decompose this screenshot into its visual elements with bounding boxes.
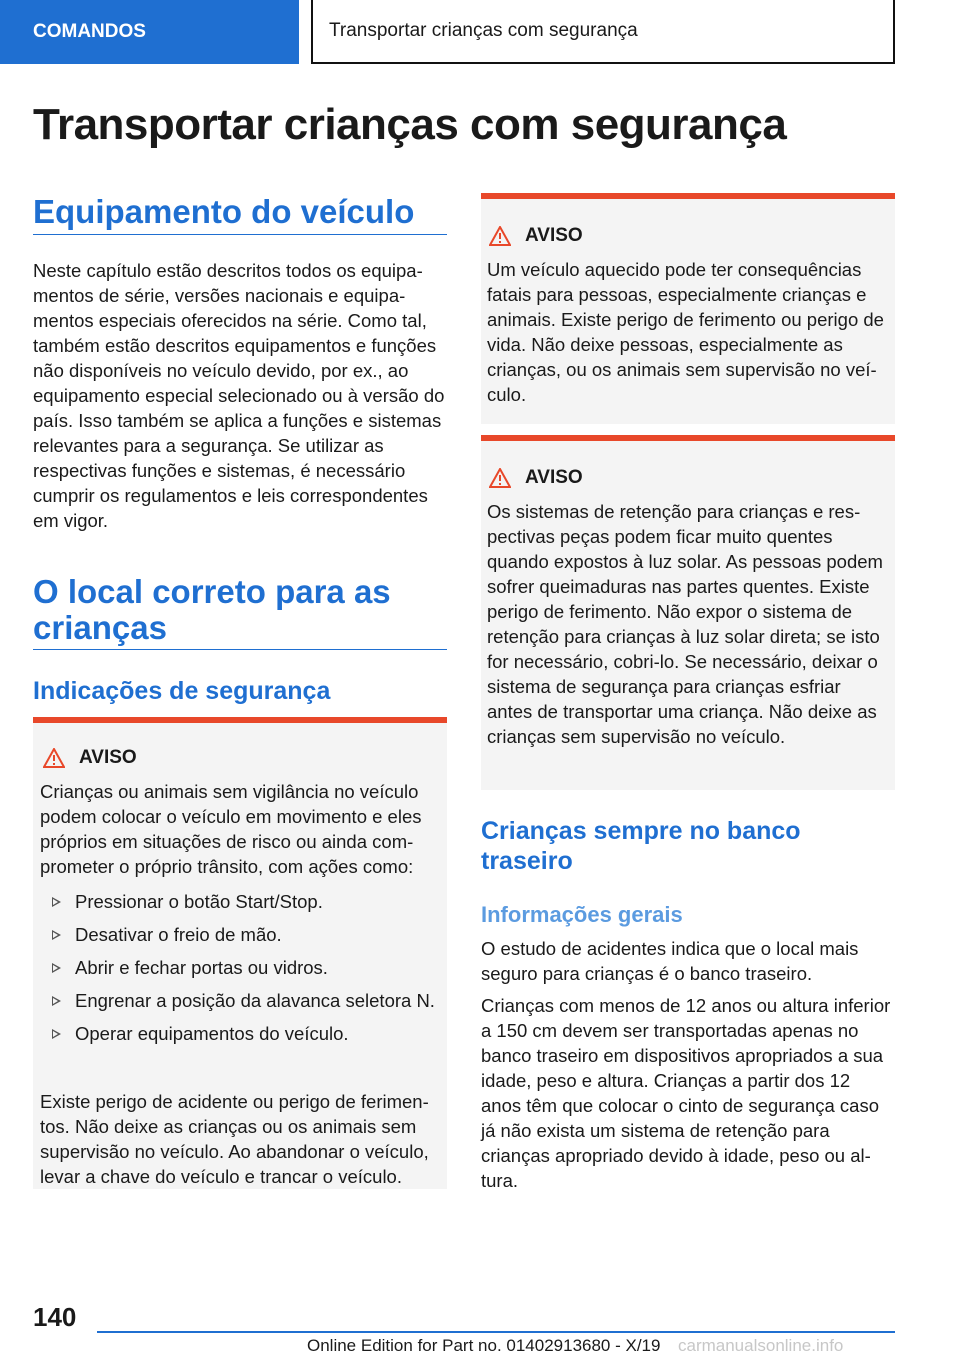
banco-paragraph-1: O estudo de acidentes indica que o local mais seguro para crianças é o banco traseiro. [481,938,859,984]
warning-box-1 [33,717,447,1189]
warning-intro: Crianças ou animais sem vigilância no veículo podem colocar o veículo em movimento e eles próprios em situações de risco ou ainda comprometer o próprio trânsito, com ações como: [40,781,422,877]
header-section-label: COMANDOS [33,21,146,42]
warning-bullet-list [40,889,442,1054]
warning-text: Um veículo aquecido pode ter consequências fatais para pessoas, especialmente crianças e animais. Existe perigo de ferimento ou perigo de vida. Não deixe pessoas, especialmente as crianças, ou os animais sem supervisão no veículo. [487,259,884,405]
warning-header [43,747,137,769]
heading-equipamento: Equipamento do veículo [33,193,415,230]
warning-box-3 [481,435,895,790]
list-item: Operar equipamentos do veículo. [40,1021,442,1046]
header-chapter-box [311,0,895,64]
warning-triangle-icon [43,748,65,768]
heading-rule [33,649,447,650]
warning-outro: Existe perigo de acidente ou perigo de ferimentos. Não deixe as crianças ou os animais sem supervisão no veículo. Ao abandonar o veículo, levar a chave do veículo e trancar o veículo. [40,1091,429,1187]
equipamento-paragraph: Neste capítulo estão descritos todos os equipamentos de série, versões nacionais e equipamentos especiais oferecidos na série. Como tal, também estão descritos equipamentos e funções não disponíveis no veículo devido, por ex., ao equipamento especial selecionado ou à versão do país. Isso também se aplica a funções e sistemas relevantes para a segurança. Se utilizar as respectivas funções e sistemas, é necessário cumprir os regulamentos e leis correspondentes em vigor. [33,260,445,531]
triangle-bullet-icon [52,1029,61,1039]
banco-paragraph-2: Crianças com menos de 12 anos ou altura inferior a 150 cm devem ser transportadas apenas no banco traseiro em dispositivos apropriados a sua idade, peso e altura. Crianças a partir dos 12 anos têm que colocar o cinto de segurança caso já não exista um sistema de retenção para crianças apropriado devido à idade, peso ou altura. [481,995,891,1191]
list-item: Desativar o freio de mão. [40,922,442,947]
subheading-informacoes: Informações gerais [481,902,683,927]
heading-banco-traseiro: Crianças sempre no banco traseiro [481,817,801,875]
triangle-bullet-icon [52,897,61,907]
warning-label: AVISO [79,747,137,768]
warning-text: Os sistemas de retenção para crianças e respectivas peças podem ficar muito quentes quando expostos à luz solar. As pessoas podem sofrer queimaduras nas partes quentes. Existe perigo de ferimento. Não expor o sistema de retenção para crianças à luz solar direta; se isto for necessário, cobri-lo. Se necessário, deixar o sistema de segurança para crianças esfriar antes de transportar uma criança. Não deixe as crianças sem supervisão no veículo. [487,501,883,747]
warning-label: AVISO [525,225,583,246]
list-item: Pressionar o botão Start/Stop. [40,889,442,914]
warning-label: AVISO [525,467,583,488]
heading-rule [33,234,447,235]
warning-triangle-icon [489,468,511,488]
header-chapter-label: Transportar crianças com segurança [329,20,638,41]
warning-triangle-icon [489,226,511,246]
heading-local-correto: O local correto para as crianças [33,573,391,646]
triangle-bullet-icon [52,996,61,1006]
subheading-indicacoes: Indicações de segurança [33,677,331,705]
footer-rule [97,1331,895,1333]
page-title: Transportar crianças com segurança [33,100,787,149]
page-number: 140 [33,1302,77,1332]
list-item: Abrir e fechar portas ou vidros. [40,955,442,980]
triangle-bullet-icon [52,963,61,973]
header-section-tab [0,0,299,64]
warning-header [489,467,583,489]
warning-header [489,225,583,247]
triangle-bullet-icon [52,930,61,940]
warning-box-2 [481,193,895,424]
list-item: Engrenar a posição da alavanca seletora N. [40,988,442,1013]
watermark: carmanualsonline.info [678,1336,844,1355]
footer-edition: Online Edition for Part no. 01402913680 - X/19 [307,1336,661,1355]
